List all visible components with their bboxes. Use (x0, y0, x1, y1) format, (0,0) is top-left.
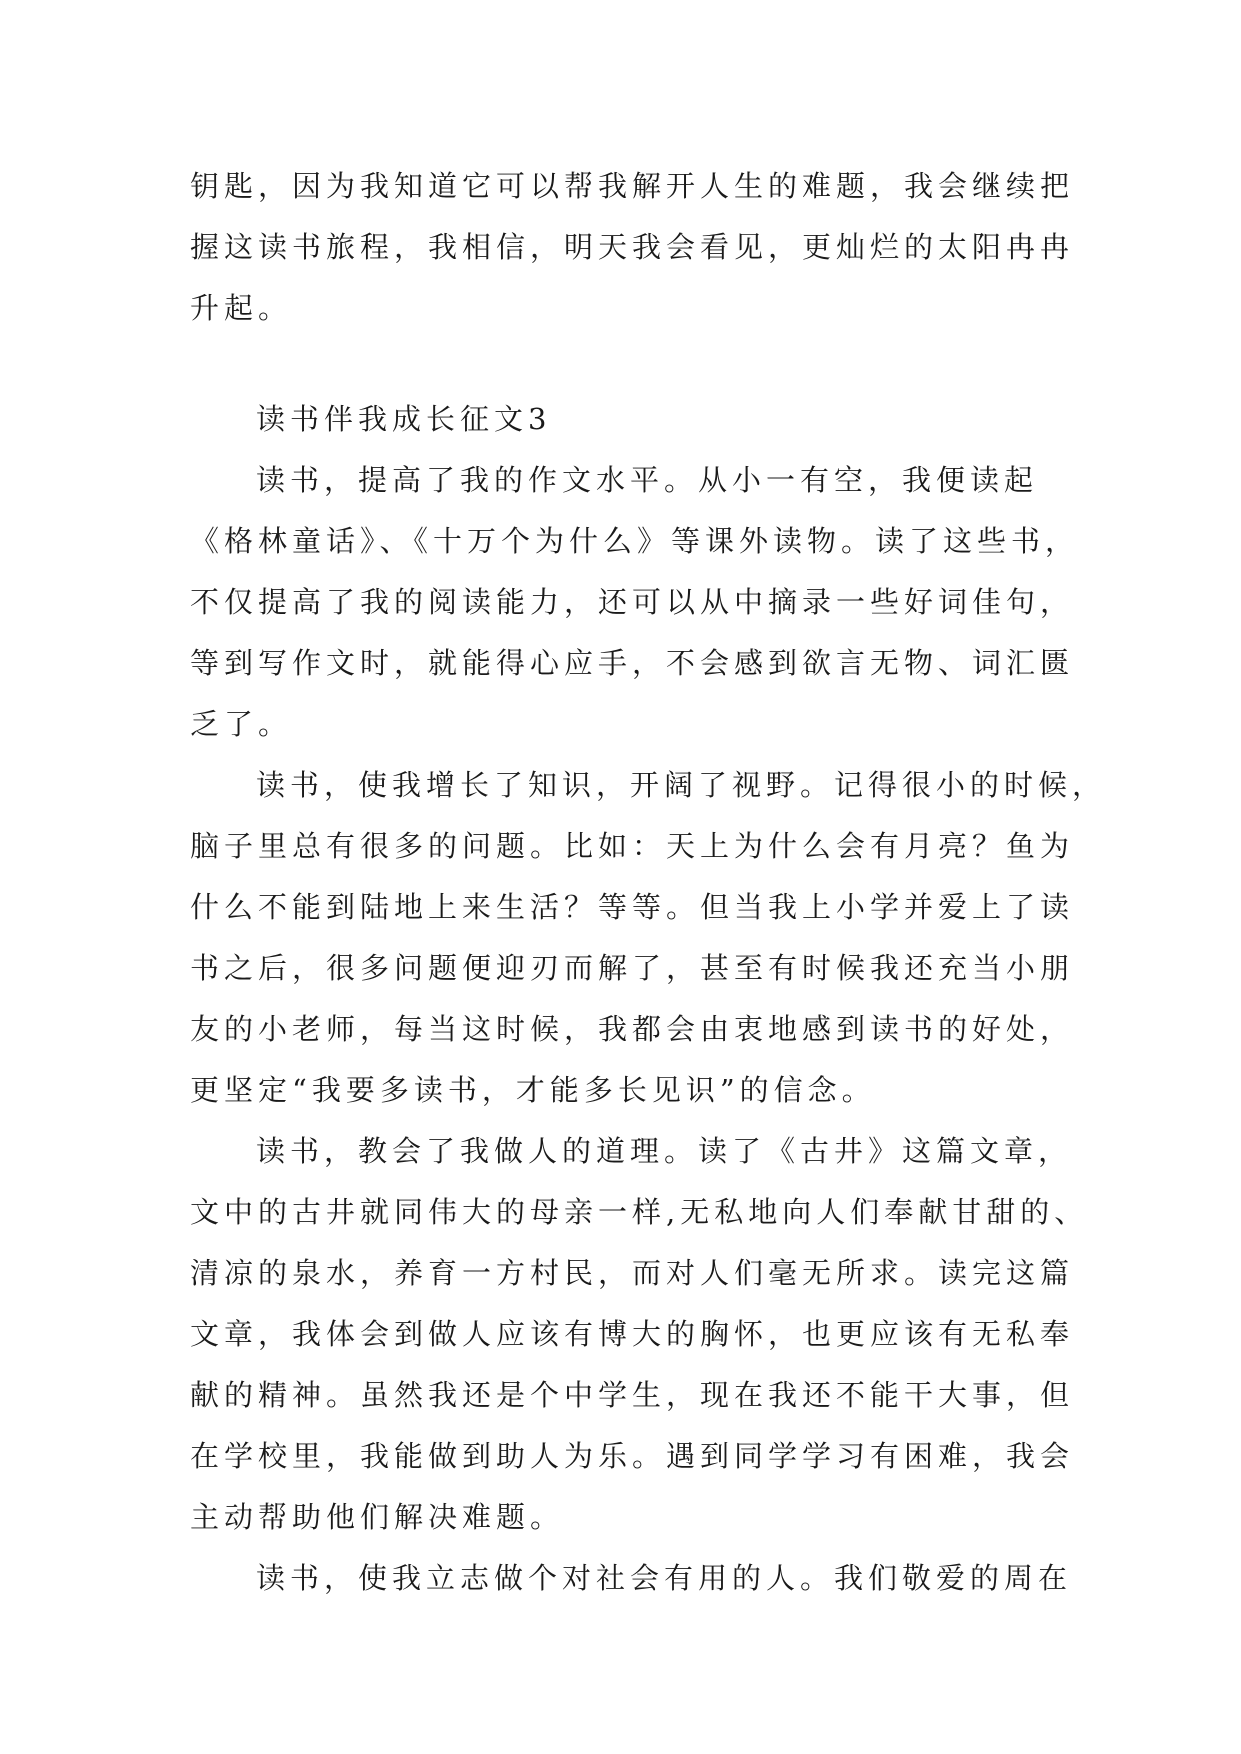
text-line: 主动帮助他们解决难题。 (190, 1500, 565, 1534)
essay-body (190, 389, 1107, 1609)
text-line: 升起。 (190, 291, 293, 325)
text-line: 读书，教会了我做人的道理。读了《古井》这篇文章， (256, 1134, 1073, 1168)
paragraph (190, 755, 1107, 1121)
text-line: 献的精神。虽然我还是个中学生，现在我还不能干大事，但 (190, 1378, 1075, 1412)
text-line: 文章，我体会到做人应该有博大的胸怀，也更应该有无私奉 (190, 1317, 1075, 1351)
text-line: 《格林童话》、《十万个为什么》等课外读物。读了这些书， (190, 524, 1080, 558)
text-line: 钥匙，因为我知道它可以帮我解开人生的难题，我会继续把 (190, 169, 1075, 203)
text-line: 握这读书旅程，我相信，明天我会看见，更灿烂的太阳冉冉 (190, 230, 1075, 264)
intro-paragraph (190, 156, 1075, 339)
paragraph (190, 450, 1080, 755)
text-line: 清凉的泉水，养育一方村民，而对人们毫无所求。读完这篇 (190, 1256, 1075, 1290)
text-line: 友的小老师，每当这时候，我都会由衷地感到读书的好处， (190, 1012, 1075, 1046)
text-line: 乏了。 (190, 707, 293, 741)
text-line: 在学校里，我能做到助人为乐。遇到同学学习有困难，我会 (190, 1439, 1075, 1473)
paragraph (190, 1548, 1073, 1609)
text-line: 什么不能到陆地上来生活？等等。但当我上小学并爱上了读 (190, 890, 1075, 924)
text-line: 更坚定“我要多读书，才能多长见识”的信念。 (190, 1073, 876, 1107)
text-line: 读书，使我增长了知识，开阔了视野。记得很小的时候， (256, 768, 1107, 802)
text-line: 脑子里总有很多的问题。比如：天上为什么会有月亮？鱼为 (190, 829, 1075, 863)
text-line: 读书，使我立志做个对社会有用的人。我们敬爱的周在 (256, 1561, 1073, 1595)
paragraph (190, 1121, 1089, 1548)
text-line: 等到写作文时，就能得心应手，不会感到欲言无物、词汇匮 (190, 646, 1075, 680)
text-line: 文中的古井就同伟大的母亲一样,无私地向人们奉献甘甜的、 (190, 1195, 1089, 1229)
text-line: 不仅提高了我的阅读能力，还可以从中摘录一些好词佳句， (190, 585, 1075, 619)
text-line: 读书，提高了我的作文水平。从小一有空，我便读起 (256, 463, 1039, 497)
text-line: 书之后，很多问题便迎刃而解了，甚至有时候我还充当小朋 (190, 951, 1075, 985)
section-title: 读书伴我成长征文3 (256, 402, 552, 436)
